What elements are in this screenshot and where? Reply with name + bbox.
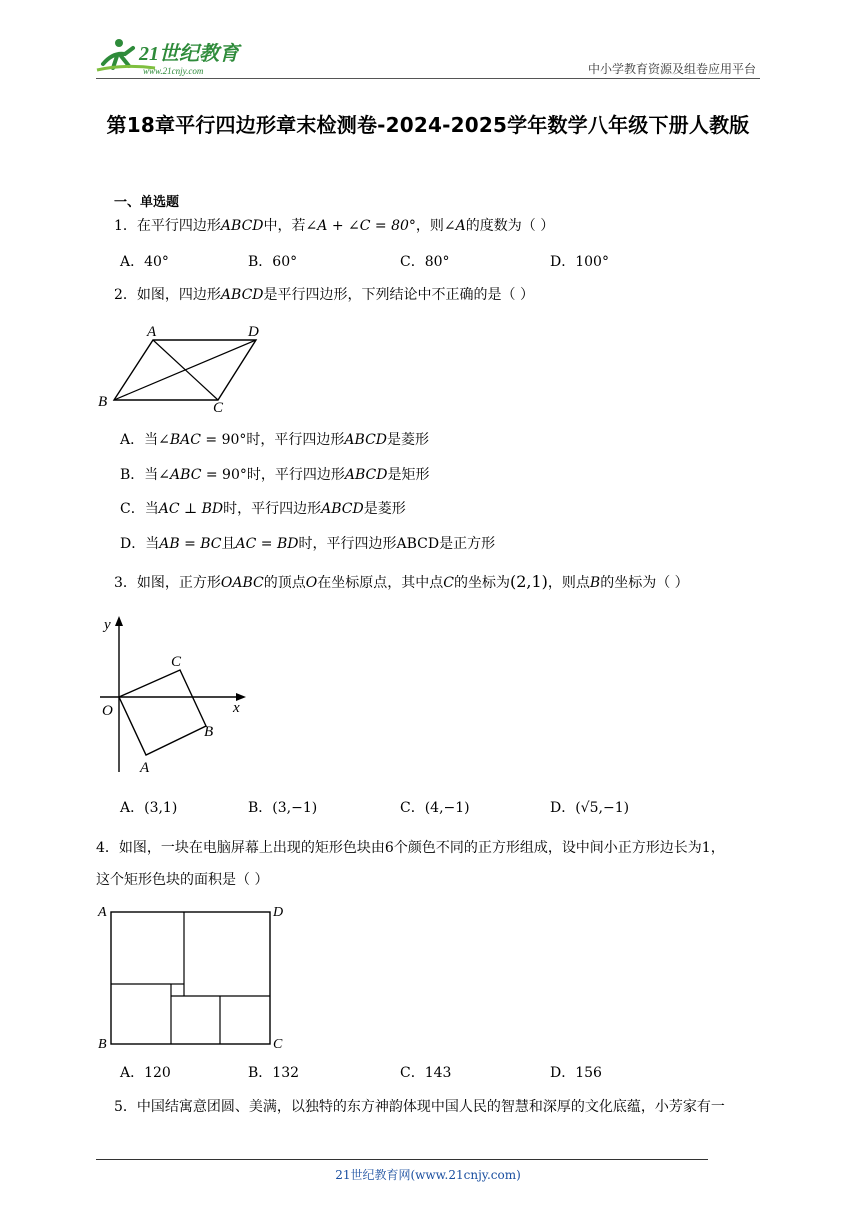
q2-parallelogram-figure <box>96 318 276 416</box>
label-x: x <box>233 700 240 716</box>
q4-option-b: B．132 <box>248 1065 300 1081</box>
label-c: C <box>273 1037 283 1052</box>
q2-option-c: C．当AC ⊥ BD时，平行四边形ABCD是菱形 <box>120 501 406 517</box>
q4-option-c: C．143 <box>400 1065 452 1081</box>
question-4-line-1: 4．如图，一块在电脑屏幕上出现的矩形色块由6个颜色不同的正方形组成，设中间小正方形边长为1， <box>96 840 725 856</box>
label-c: C <box>213 400 224 416</box>
q2-option-a: A．当∠BAC = 90°时，平行四边形ABCD是菱形 <box>120 432 430 448</box>
q3-option-c: C．(4,−1) <box>400 800 470 816</box>
q2-option-b: B．当∠ABC = 90°时，平行四边形ABCD是矩形 <box>120 467 430 483</box>
question-4-line-2: 这个矩形色块的面积是（ ） <box>96 872 269 888</box>
label-b: B <box>98 1037 107 1052</box>
q3-option-b: B．(3,−1) <box>248 800 318 816</box>
q4-option-a: A．120 <box>120 1065 171 1081</box>
question-3: 3．如图，正方形OABC的顶点O在坐标原点，其中点C的坐标为(2,1)，则点B的坐标为（ ） <box>114 572 689 591</box>
question-5-line-1: 5．中国结寓意团圆、美满，以独特的东方神韵体现中国人民的智慧和深厚的文化底蕴，小芳家有一 <box>114 1099 725 1115</box>
section-heading: 一、单选题 <box>114 195 180 210</box>
label-d: D <box>248 324 259 340</box>
label-a: A <box>147 324 157 340</box>
label-b: B <box>204 724 214 740</box>
label-a: A <box>140 760 150 776</box>
label-o: O <box>102 703 113 719</box>
label-c: C <box>171 654 182 670</box>
label-a: A <box>98 905 107 920</box>
q3-option-d: D．(√5,−1) <box>550 800 630 816</box>
q1-option-c: C．80° <box>400 254 450 270</box>
question-2: 2．如图，四边形ABCD是平行四边形，下列结论中不正确的是（ ） <box>114 287 534 303</box>
header-platform-text: 中小学教育资源及组卷应用平台 <box>587 62 756 76</box>
q1-option-b: B．60° <box>248 254 298 270</box>
label-y: y <box>104 617 111 633</box>
logo-text: 21世纪教育 <box>139 43 239 65</box>
label-b: B <box>98 394 108 410</box>
logo-url: www.21cnjy.com <box>143 66 204 76</box>
q1-option-a: A．40° <box>120 254 169 270</box>
q2-option-d: D．当AB = BC且AC = BD时，平行四边形ABCD是正方形 <box>120 536 496 552</box>
q4-option-d: D．156 <box>550 1065 602 1081</box>
header-divider <box>96 78 760 79</box>
q3-coordinate-figure <box>96 612 256 782</box>
page-title: 第18章平行四边形章末检测卷-2024-2025学年数学八年级下册人教版 <box>106 113 750 137</box>
q1-option-d: D．100° <box>550 254 609 270</box>
footer-divider <box>96 1159 708 1160</box>
footer-link[interactable]: 21世纪教育网(www.21cnjy.com) <box>335 1168 521 1182</box>
q4-rectangle-figure <box>96 900 296 1052</box>
label-d: D <box>273 905 284 920</box>
q3-option-a: A．(3,1) <box>120 800 178 816</box>
site-logo <box>95 34 265 78</box>
question-1: 1．在平行四边形ABCD中，若∠A + ∠C = 80°，则∠A的度数为（ ） <box>114 218 555 234</box>
